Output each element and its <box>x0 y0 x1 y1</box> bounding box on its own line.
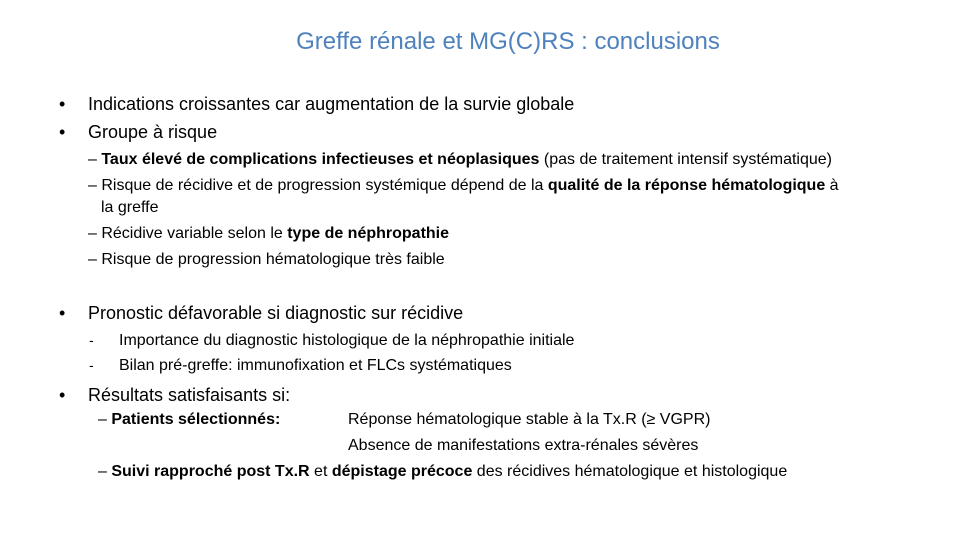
results-criterion-extrarenal <box>348 437 698 455</box>
risk-item-bold: qualité de la réponse hématologique <box>547 177 826 194</box>
risk-item-rest: à <box>825 177 839 194</box>
risk-item-recurrence-continued <box>101 199 159 217</box>
results-item-bold: Patients sélectionnés: <box>111 411 281 428</box>
dash-marker: - <box>89 357 94 373</box>
results-item-followup <box>98 463 787 481</box>
prognosis-item-histology <box>89 332 575 350</box>
results-item-patients <box>98 411 280 429</box>
bullet-results <box>59 385 291 406</box>
risk-item-lead: – Risque de récidive et de progression systémique dépend de la <box>88 177 548 194</box>
results-item-rest: des récidives hématologique et histologique <box>472 463 788 480</box>
risk-item-nephropathy <box>88 225 449 243</box>
results-criterion-response <box>348 411 710 429</box>
results-item-bold2: dépistage précoce <box>331 463 473 480</box>
results-criterion-text: Réponse hématologique stable à la Tx.R (≥ VGPR) <box>348 411 711 428</box>
results-item-lead: – <box>98 463 112 480</box>
risk-item-recurrence <box>88 177 839 195</box>
slide-title: Greffe rénale et MG(C)RS : conclusions <box>296 28 720 55</box>
prognosis-item-pretransplant <box>89 357 512 375</box>
bullet-marker: • <box>59 94 66 114</box>
bullet-text: Résultats satisfaisants si: <box>88 385 291 405</box>
results-item-mid: et <box>309 463 332 480</box>
results-criterion-text: Absence de manifestations extra-rénales sévères <box>348 437 699 454</box>
risk-item-progression <box>88 251 445 269</box>
risk-item-lead: – Risque de progression hématologique très faible <box>88 251 445 268</box>
bullet-risk-group <box>59 122 218 143</box>
risk-item-lead: – <box>88 151 102 168</box>
bullet-text: Groupe à risque <box>88 122 218 142</box>
prognosis-item-text: Bilan pré-greffe: immunofixation et FLCs systématiques <box>119 357 512 374</box>
bullet-prognosis <box>59 303 464 324</box>
prognosis-item-text: Importance du diagnostic histologique de la néphropathie initiale <box>119 332 575 349</box>
risk-item-bold: Taux élevé de complications infectieuses et néoplasiques <box>101 151 540 168</box>
results-item-lead: – <box>98 411 112 428</box>
dash-marker: - <box>89 332 94 348</box>
risk-item-rest: (pas de traitement intensif systématique) <box>539 151 832 168</box>
risk-item-bold: type de néphropathie <box>287 225 450 242</box>
bullet-indications <box>59 94 575 115</box>
risk-item-lead: – Récidive variable selon le <box>88 225 288 242</box>
risk-item-complications <box>88 151 832 169</box>
bullet-marker: • <box>59 303 66 323</box>
bullet-text: Pronostic défavorable si diagnostic sur récidive <box>88 303 464 323</box>
risk-item-line2: la greffe <box>101 199 159 216</box>
bullet-text: Indications croissantes car augmentation de la survie globale <box>88 94 575 114</box>
bullet-marker: • <box>59 122 66 142</box>
bullet-marker: • <box>59 385 66 405</box>
results-item-bold: Suivi rapproché post Tx.R <box>111 463 310 480</box>
